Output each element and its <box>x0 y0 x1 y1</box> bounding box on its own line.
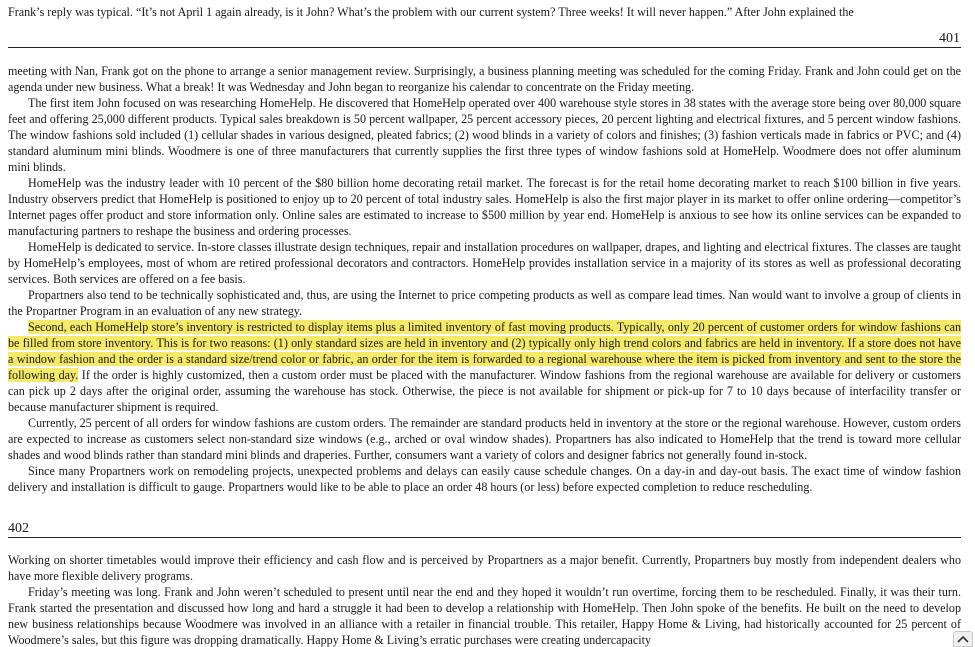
paragraph: The first item John focused on was researching HomeHelp. He discovered that HomeHelp operated over 400 warehouse style stores in 38 states with the average store being over 80,000 square feet and offering 25,000 different products. Typical sales breakdown is 50 percent wallpaper, 25 percent accessory pieces, 20 percent lighting and electrical fixtures, and 5 percent window fashions. The window fashions sold included (1) cellular shades in various designed, pleated fabrics; (2) wood blinds in a variety of colors and finishes; (3) fashion verticals made in fabrics or PVC; and (4) standard aluminum mini blinds. Woodmere is one of three manufacturers that currently supplies the first three types of window fashions sold at HomeHelp. Woodmere does not offer aluminum mini blinds. <box>8 96 961 174</box>
top-text-line: Frank’s reply was typical. “It’s not April 1 again already, is it John? What’s the problem with our current system? Three weeks! It will never happen.” After John explained the <box>8 5 854 19</box>
paragraph <box>8 319 961 415</box>
page-number-401: 401 <box>939 31 960 46</box>
paragraph: meeting with Nan, Frank got on the phone to arrange a senior management review. Surprisingly, a business planning meeting was scheduled for the coming Friday. Frank and John could get on the agenda under new business. What a break! It was Wednesday and John began to reorganize his calendar to concentrate on the Friday meeting. <box>8 64 961 94</box>
paragraph-text: If the order is highly customized, then a custom order must be placed with the manufacturer. Window fashions from the regional warehouse are available for delivery or customers can pick up 2 days after the original order, assuming the warehouse has stock. Otherwise, the piece is not available for shipment or pick-up for 7 to 10 days because of interfacility transfer or because manufacturer shipment is required. <box>8 368 961 414</box>
page-number-402: 402 <box>8 521 29 536</box>
scroll-up-button[interactable] <box>953 631 973 647</box>
paragraph: Since many Propartners work on remodeling projects, unexpected problems and delays can easily cause schedule changes. On a day-in and day-out basis. The exact time of window fashion delivery and installation is difficult to gauge. Propartners would like to be able to place an order 48 hours (or less) before expected completion to reduce rescheduling. <box>8 464 961 494</box>
page-401-body <box>8 63 961 495</box>
chevron-up-icon <box>957 635 969 643</box>
highlighted-text: Second, each HomeHelp store’s inventory is restricted to display items plus a limited inventory of fast moving products. Typically, only 20 percent of customer orders for window fashions can be filled from store inventory. This is for two reasons: (1) only standard sizes are held in inventory and (2) typically only high trend colors and fabrics are held in inventory. If a store does not have a window fashion and the order is a standard size/trend color or fabric, an order for the item is forwarded to a regional warehouse where the item is picked from inventory and sent to the store the following day. <box>8 320 961 382</box>
paragraph: HomeHelp was the industry leader with 10 percent of the $80 billion home decorating retail market. The forecast is for the retail home decorating market to reach $100 billion in five years. Industry observers predict that HomeHelp is positioned to enjoy up to 20 percent of total industry sales. HomeHelp is also the first major player in its market to offer online ordering—competitor’s Internet pages offer product and store information only. Online sales are estimated to increase to $500 million by year end. HomeHelp is anxious to see how its online services can be expanded to manufacturing partners to reshape the business and ordering processes. <box>8 176 961 238</box>
page-402-body <box>8 552 961 647</box>
paragraph: Propartners also tend to be technically sophisticated and, thus, are using the Internet to price competing products as well as compare lead times. Nan would want to involve a group of clients in the Propartner Program in an evaluation of any new strategy. <box>8 288 961 318</box>
page-divider-bottom <box>8 537 961 538</box>
paragraph: HomeHelp is dedicated to service. In-store classes illustrate design techniques, repair and installation procedures on wallpaper, drapes, and lighting and electrical fixtures. The classes are taught by HomeHelp’s employees, most of whom are retired professional decorators and contractors. HomeHelp provides installation service in a majority of its stores as well as professional decorating services. Both services are offered on a fee basis. <box>8 240 961 286</box>
paragraph: Currently, 25 percent of all orders for window fashions are custom orders. The remainder are standard products held in inventory at the store or the regional warehouse. However, custom orders are expected to increase as customers select non-standard size windows (e.g., arched or oval window shades). Propartners has also indicated to HomeHelp that the trend is toward more cellular shades and wood blinds rather than standard mini blinds and draperies. Further, consumers want a variety of colors and designer fabrics not generally found in-stock. <box>8 416 961 462</box>
page-divider-top <box>8 47 961 48</box>
paragraph: Working on shorter timetables would improve their efficiency and cash flow and is perceived by Propartners as a major benefit. Currently, Propartners buy mostly from independent dealers who have more flexible delivery programs. <box>8 553 961 583</box>
paragraph: Friday’s meeting was long. Frank and John weren’t scheduled to present until near the end and they hoped it wouldn’t run overtime, forcing them to be rescheduled. Finally, it was their turn. Frank started the presentation and discussed how long and hard a struggle it had been to develop a relationship with HomeHelp. Then John spoke of the benefits. He built on the need to develop new business relationships because Woodmere was involved in an alliance with a retailer in financial trouble. This retailer, Happy Home & Living, had historically accounted for 25 percent of Woodmere’s sales, but this figure was dropping dramatically. Happy Home & Living’s erratic purchases were creating undercapacity <box>8 585 961 647</box>
